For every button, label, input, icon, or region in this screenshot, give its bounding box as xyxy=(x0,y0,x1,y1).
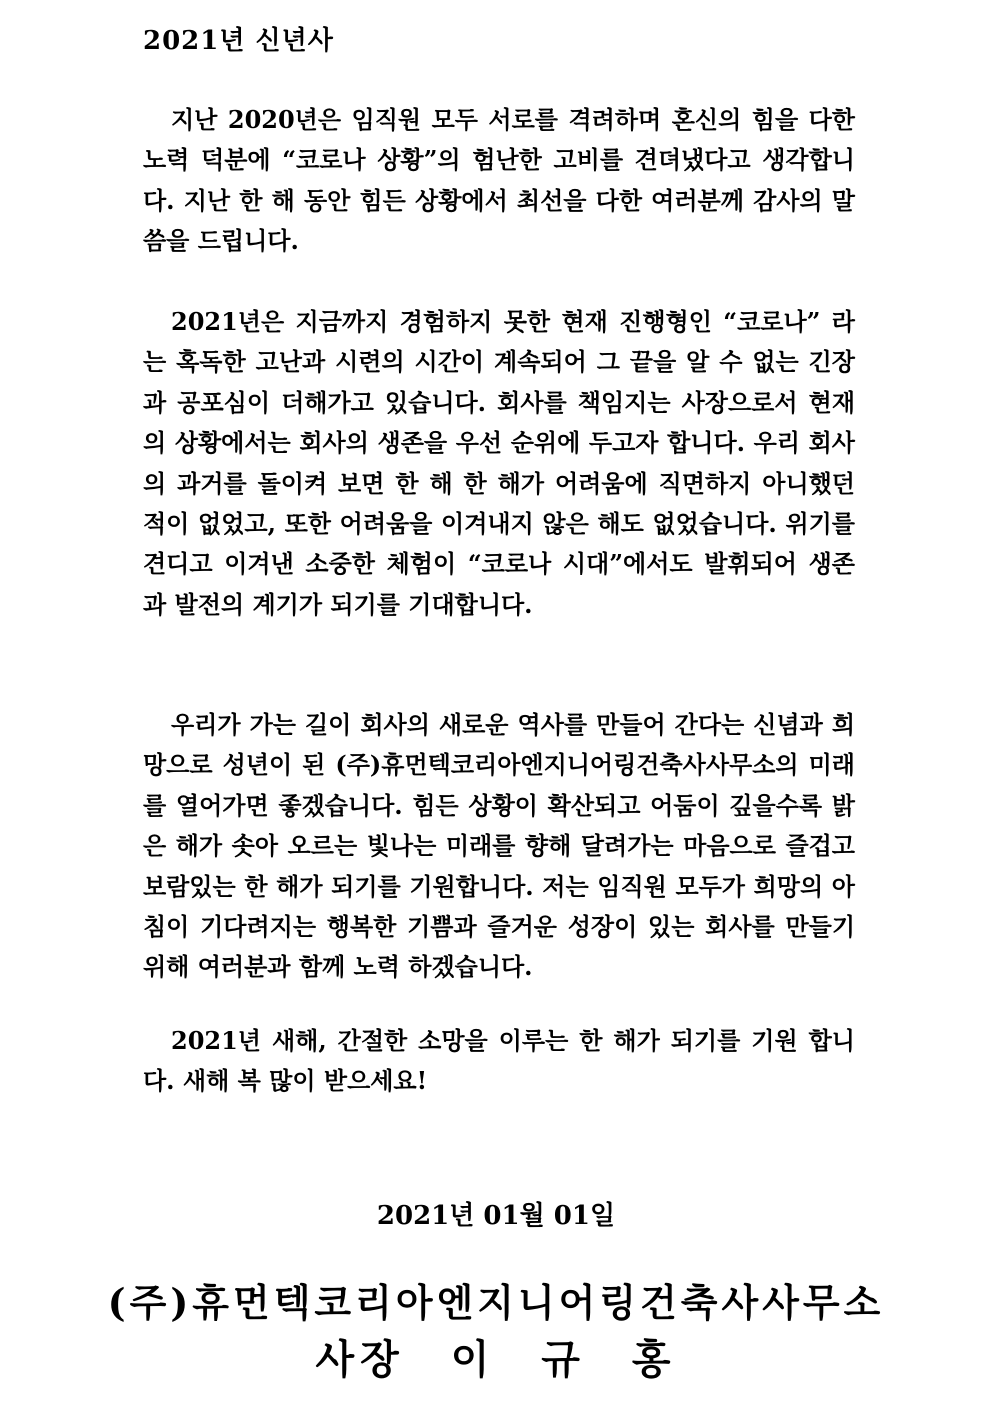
letter-date: 2021년 01월 01일 xyxy=(376,1201,616,1231)
body-paragraph-2 xyxy=(143,302,855,625)
body-paragraph-3 xyxy=(143,705,855,988)
company-name: (주)휴먼텍코리아엔지니어링건축사사무소 xyxy=(107,1280,885,1325)
body-paragraph-4 xyxy=(143,1021,855,1102)
document-title: 2021년 신년사 xyxy=(143,26,334,56)
paragraph-text: 지난 2020년은 임직원 모두 서로를 격려하며 혼신의 힘을 다한 노력 덕분에 “코로나 상황”의 험난한 고비를 견뎌냈다고 생각합니다. 지난 한 해 동안 힘든 상황에서 최선을 다한 여러분께 감사의 말씀을 드립니다. xyxy=(143,105,855,256)
paragraph-text: 2021년 새해, 간절한 소망을 이루는 한 해가 되기를 기원 합니다. 새해 복 많이 받으세요! xyxy=(143,1026,855,1096)
paragraph-text: 우리가 가는 길이 회사의 새로운 역사를 만들어 간다는 신념과 희망으로 성년이 된 (주)휴먼텍코리아엔지니어링건축사사무소의 미래를 열어가면 좋겠습니다. 힘든 상황이 확산되고 어둠이 깊을수록 밝은 해가 솟아 오르는 빛나는 미래를 향해 달려가는 마음으로 즐겁고 보람있는 한 해가 되기를 기원합니다. 저는 임직원 모두가 희망의 아침이 기다려지는 행복한 기쁨과 즐거운 성장이 있는 회사를 만들기 위해 여러분과 함께 노력 하겠습니다. xyxy=(143,710,855,982)
signatory-name: 사장 이 규 홍 xyxy=(315,1336,677,1383)
paragraph-text: 2021년은 지금까지 경험하지 못한 현재 진행형인 “코로나” 라는 혹독한 고난과 시련의 시간이 계속되어 그 끝을 알 수 없는 긴장과 공포심이 더해가고 있습니다. 회사를 책임지는 사장으로서 현재의 상황에서는 회사의 생존을 우선 순위에 두고자 합니다. 우리 회사의 과거를 돌이켜 보면 한 해 한 해가 어려움에 직면하지 아니했던 적이 없었고, 또한 어려움을 이겨내지 않은 해도 없었습니다. 위기를 견디고 이겨낸 소중한 체험이 “코로나 시대”에서도 발휘되어 생존과 발전의 계기가 되기를 기대합니다. xyxy=(143,307,855,619)
body-paragraph-1 xyxy=(143,100,855,262)
